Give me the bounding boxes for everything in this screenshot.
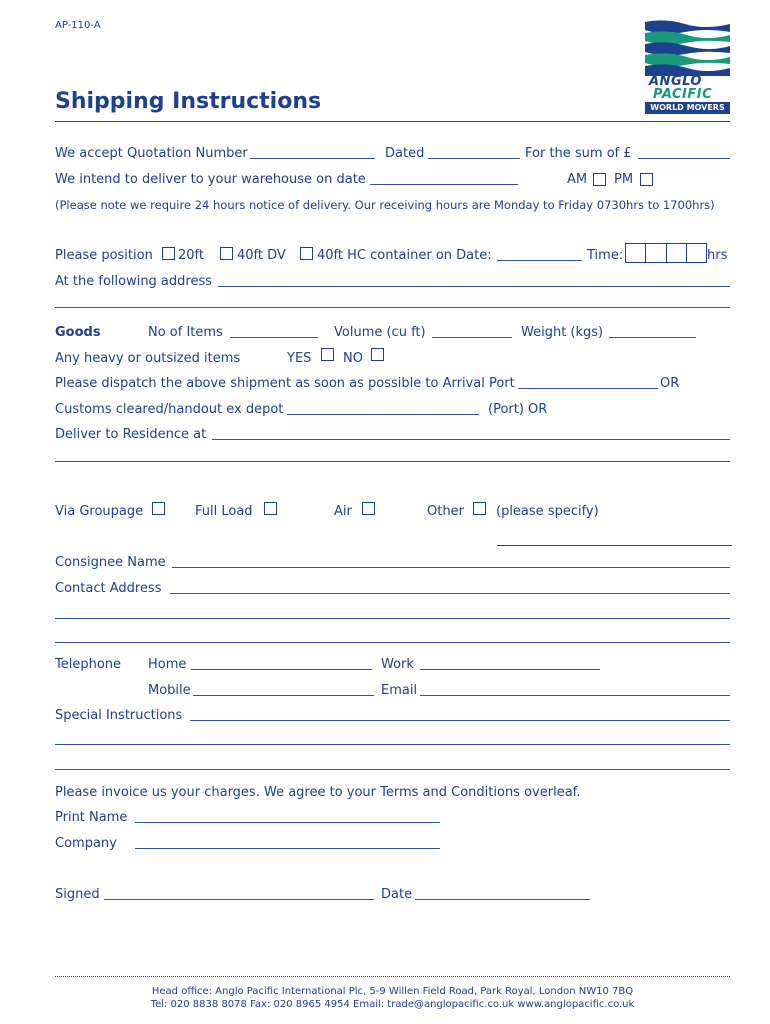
contact-address-field-1[interactable] [170, 593, 730, 594]
time-label: Time: [587, 248, 624, 263]
company-label: Company [55, 836, 117, 851]
dispatch-or-label: OR [660, 376, 680, 391]
signature-date-label: Date [381, 887, 413, 902]
customs-label: Customs cleared/handout ex depot [55, 402, 284, 417]
mobile-label: Mobile [148, 683, 191, 698]
specify-label: (please specify) [496, 504, 599, 519]
consignee-field[interactable] [172, 567, 730, 568]
container-date-field[interactable] [497, 260, 582, 261]
full-load-label: Full Load [195, 504, 253, 519]
special-instructions-label: Special Instructions [55, 708, 183, 723]
signature-date-field[interactable] [415, 899, 590, 900]
port-or-label: (Port) OR [488, 402, 548, 417]
contact-address-field-2[interactable] [55, 618, 730, 619]
contact-address-label: Contact Address [55, 581, 162, 596]
special-instructions-field-3[interactable] [55, 769, 730, 770]
air-checkbox[interactable] [362, 502, 375, 515]
special-instructions-field-2[interactable] [55, 744, 730, 745]
40ft-dv-checkbox[interactable] [220, 247, 233, 260]
consignee-label: Consignee Name [55, 555, 166, 570]
home-label: Home [148, 657, 187, 672]
yes-label: YES [287, 351, 312, 366]
footer-contact: Tel: 020 8838 8078 Fax: 020 8965 4954 Email: trade@anglopacific.co.uk www.anglopacific.co.uk [150, 999, 635, 1010]
company-field[interactable] [135, 848, 440, 849]
work-label: Work [381, 657, 414, 672]
delivery-label: We intend to deliver to your warehouse on date [55, 172, 366, 187]
specify-field[interactable] [497, 545, 732, 546]
no-checkbox[interactable] [371, 348, 384, 361]
footer-address: Head office: Anglo Pacific International Plc, 5-9 Willen Field Road, Park Royal, London NW10 7BQ [151, 986, 634, 997]
email-label: Email [381, 683, 418, 698]
logo-text-anglo: ANGLO [649, 74, 702, 89]
sum-label: For the sum of £ [525, 146, 632, 161]
pm-checkbox[interactable] [640, 173, 653, 186]
dated-label: Dated [385, 146, 425, 161]
time-digit-2[interactable] [646, 244, 666, 262]
weight-field[interactable] [609, 337, 696, 338]
am-checkbox[interactable] [593, 173, 606, 186]
signed-label: Signed [55, 887, 100, 902]
dated-field[interactable] [428, 158, 520, 159]
invoice-text: Please invoice us your charges. We agree to your Terms and Conditions overleaf. [55, 785, 581, 800]
time-digit-1[interactable] [626, 244, 646, 262]
am-label: AM [567, 172, 588, 187]
print-name-field[interactable] [135, 822, 440, 823]
address-label: At the following address [55, 274, 213, 289]
time-digit-4[interactable] [687, 244, 706, 262]
print-name-label: Print Name [55, 810, 128, 825]
telephone-label: Telephone [55, 657, 122, 672]
no-label: NO [343, 351, 363, 366]
delivery-date-field[interactable] [370, 184, 518, 185]
volume-field[interactable] [432, 337, 512, 338]
groupage-label: Via Groupage [55, 504, 144, 519]
anglo-pacific-logo [645, 20, 730, 115]
goods-label: Goods [55, 325, 101, 340]
address-field-1[interactable] [218, 286, 730, 287]
page-title: Shipping Instructions [55, 89, 322, 114]
home-phone-field[interactable] [191, 669, 372, 670]
items-field[interactable] [230, 337, 318, 338]
20ft-label: 20ft [178, 248, 204, 263]
air-label: Air [334, 504, 352, 519]
footer-rule [55, 976, 730, 977]
full-load-checkbox[interactable] [264, 502, 277, 515]
signature-field[interactable] [104, 899, 374, 900]
groupage-checkbox[interactable] [152, 502, 165, 515]
20ft-checkbox[interactable] [162, 247, 175, 260]
other-label: Other [427, 504, 464, 519]
address-field-2[interactable] [55, 307, 730, 308]
form-code: AP-110-A [55, 20, 101, 31]
header-rule [55, 121, 730, 122]
heavy-label: Any heavy or outsized items [55, 351, 241, 366]
yes-checkbox[interactable] [321, 348, 334, 361]
email-field[interactable] [420, 695, 730, 696]
sum-field[interactable] [638, 158, 730, 159]
weight-label: Weight (kgs) [521, 325, 604, 340]
special-instructions-field-1[interactable] [190, 720, 730, 721]
quotation-label: We accept Quotation Number [55, 146, 248, 161]
volume-label: Volume (cu ft) [334, 325, 426, 340]
hrs-label: hrs [707, 248, 728, 263]
time-boxes[interactable] [625, 243, 707, 263]
logo-text-pacific: PACIFIC [653, 87, 713, 102]
40ft-dv-label: 40ft DV [237, 248, 286, 263]
contact-address-field-3[interactable] [55, 642, 730, 643]
40ft-hc-checkbox[interactable] [300, 247, 313, 260]
work-phone-field[interactable] [420, 669, 600, 670]
delivery-note: (Please note we require 24 hours notice of delivery. Our receiving hours are Monday to Friday 0730hrs to 1700hrs) [55, 198, 715, 212]
position-label: Please position [55, 248, 153, 263]
logo-tagline: WORLD MOVERS [645, 102, 730, 114]
mobile-field[interactable] [193, 695, 374, 696]
dispatch-label: Please dispatch the above shipment as soon as possible to Arrival Port [55, 376, 515, 391]
pm-label: PM [614, 172, 634, 187]
quotation-number-field[interactable] [250, 158, 375, 159]
items-label: No of Items [148, 325, 223, 340]
residence-field-1[interactable] [212, 439, 730, 440]
residence-label: Deliver to Residence at [55, 427, 207, 442]
time-digit-3[interactable] [667, 244, 687, 262]
residence-field-2[interactable] [55, 461, 730, 462]
other-checkbox[interactable] [473, 502, 486, 515]
40ft-hc-label: 40ft HC container on Date: [317, 248, 492, 263]
customs-field[interactable] [287, 414, 479, 415]
arrival-port-field[interactable] [518, 388, 658, 389]
